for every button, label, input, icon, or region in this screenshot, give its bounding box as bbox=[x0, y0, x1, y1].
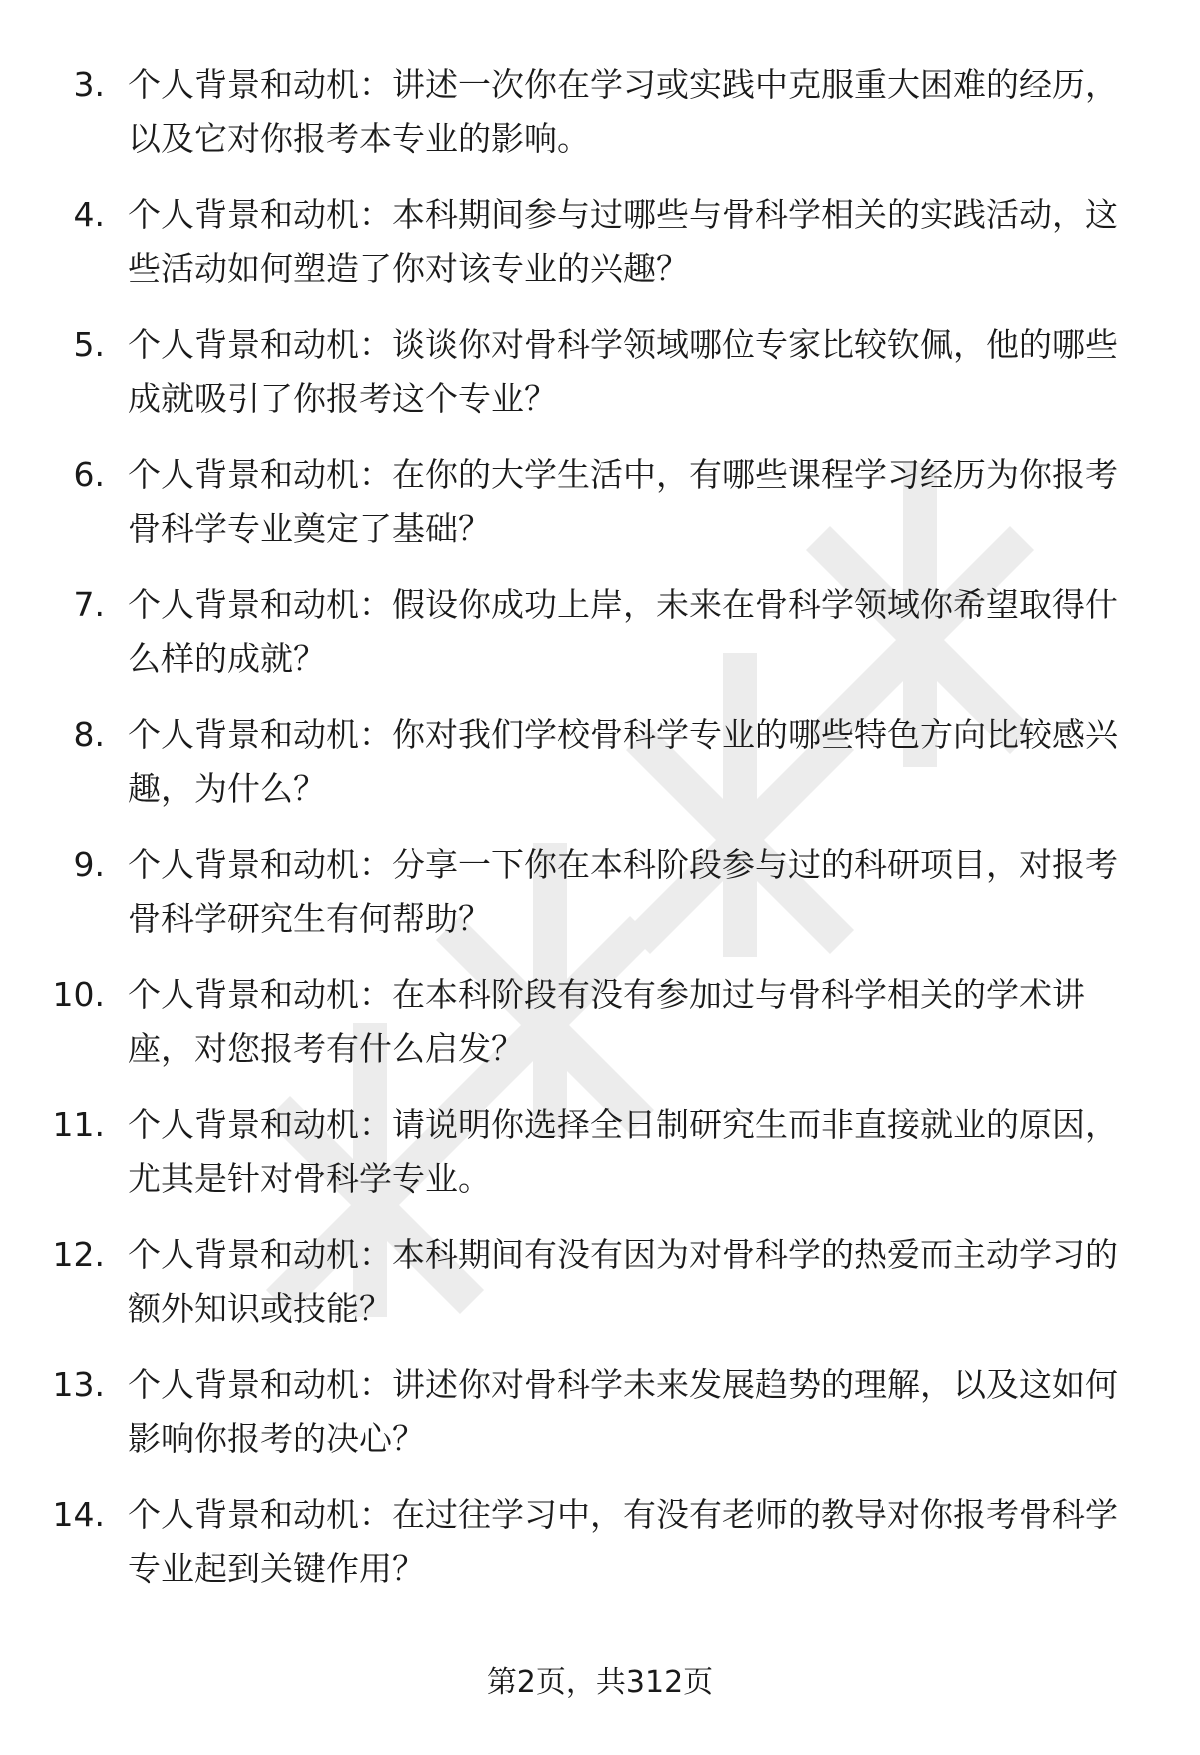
question-number: 7. bbox=[73, 585, 105, 624]
list-item bbox=[0, 702, 1200, 832]
question-number: 14. bbox=[52, 1495, 105, 1534]
list-item bbox=[0, 1352, 1200, 1482]
list-item bbox=[0, 962, 1200, 1092]
list-item bbox=[0, 442, 1200, 572]
question-text: 个人背景和动机：讲述你对骨科学未来发展趋势的理解，以及这如何影响你报考的决心？ bbox=[128, 1365, 1118, 1458]
question-text: 个人背景和动机：本科期间参与过哪些与骨科学相关的实践活动，这些活动如何塑造了你对该专业的兴趣？ bbox=[128, 195, 1118, 288]
question-text: 个人背景和动机：谈谈你对骨科学领域哪位专家比较钦佩，他的哪些成就吸引了你报考这个专业？ bbox=[128, 325, 1118, 418]
question-number: 6. bbox=[73, 455, 105, 494]
page-indicator: 第2页，共312页 bbox=[486, 1665, 714, 1700]
list-item bbox=[0, 182, 1200, 312]
question-number: 4. bbox=[73, 195, 105, 234]
question-text: 个人背景和动机：在过往学习中，有没有老师的教导对你报考骨科学专业起到关键作用？ bbox=[128, 1495, 1118, 1588]
list-item bbox=[0, 1092, 1200, 1222]
question-number: 12. bbox=[52, 1235, 105, 1274]
question-number: 3. bbox=[73, 65, 105, 104]
question-text: 个人背景和动机：在本科阶段有没有参加过与骨科学相关的学术讲座，对您报考有什么启发？ bbox=[128, 975, 1085, 1068]
question-number: 9. bbox=[73, 845, 105, 884]
question-number: 11. bbox=[52, 1105, 105, 1144]
list-item bbox=[0, 1222, 1200, 1352]
list-item bbox=[0, 572, 1200, 702]
question-number: 8. bbox=[73, 715, 105, 754]
question-number: 13. bbox=[52, 1365, 105, 1404]
list-item bbox=[0, 52, 1200, 182]
question-number: 5. bbox=[73, 325, 105, 364]
question-text: 个人背景和动机：分享一下你在本科阶段参与过的科研项目，对报考骨科学研究生有何帮助？ bbox=[128, 845, 1118, 938]
question-text: 个人背景和动机：请说明你选择全日制研究生而非直接就业的原因，尤其是针对骨科学专业。 bbox=[128, 1105, 1118, 1198]
question-text: 个人背景和动机：假设你成功上岸，未来在骨科学领域你希望取得什么样的成就？ bbox=[128, 585, 1118, 678]
question-list bbox=[0, 52, 1200, 1612]
question-text: 个人背景和动机：在你的大学生活中，有哪些课程学习经历为你报考骨科学专业奠定了基础？ bbox=[128, 455, 1118, 548]
question-number: 10. bbox=[52, 975, 105, 1014]
question-text: 个人背景和动机：你对我们学校骨科学专业的哪些特色方向比较感兴趣，为什么？ bbox=[128, 715, 1118, 808]
list-item bbox=[0, 832, 1200, 962]
question-text: 个人背景和动机：讲述一次你在学习或实践中克服重大困难的经历，以及它对你报考本专业的影响。 bbox=[128, 65, 1118, 158]
list-item bbox=[0, 312, 1200, 442]
list-item bbox=[0, 1482, 1200, 1612]
question-text: 个人背景和动机：本科期间有没有因为对骨科学的热爱而主动学习的额外知识或技能？ bbox=[128, 1235, 1118, 1328]
